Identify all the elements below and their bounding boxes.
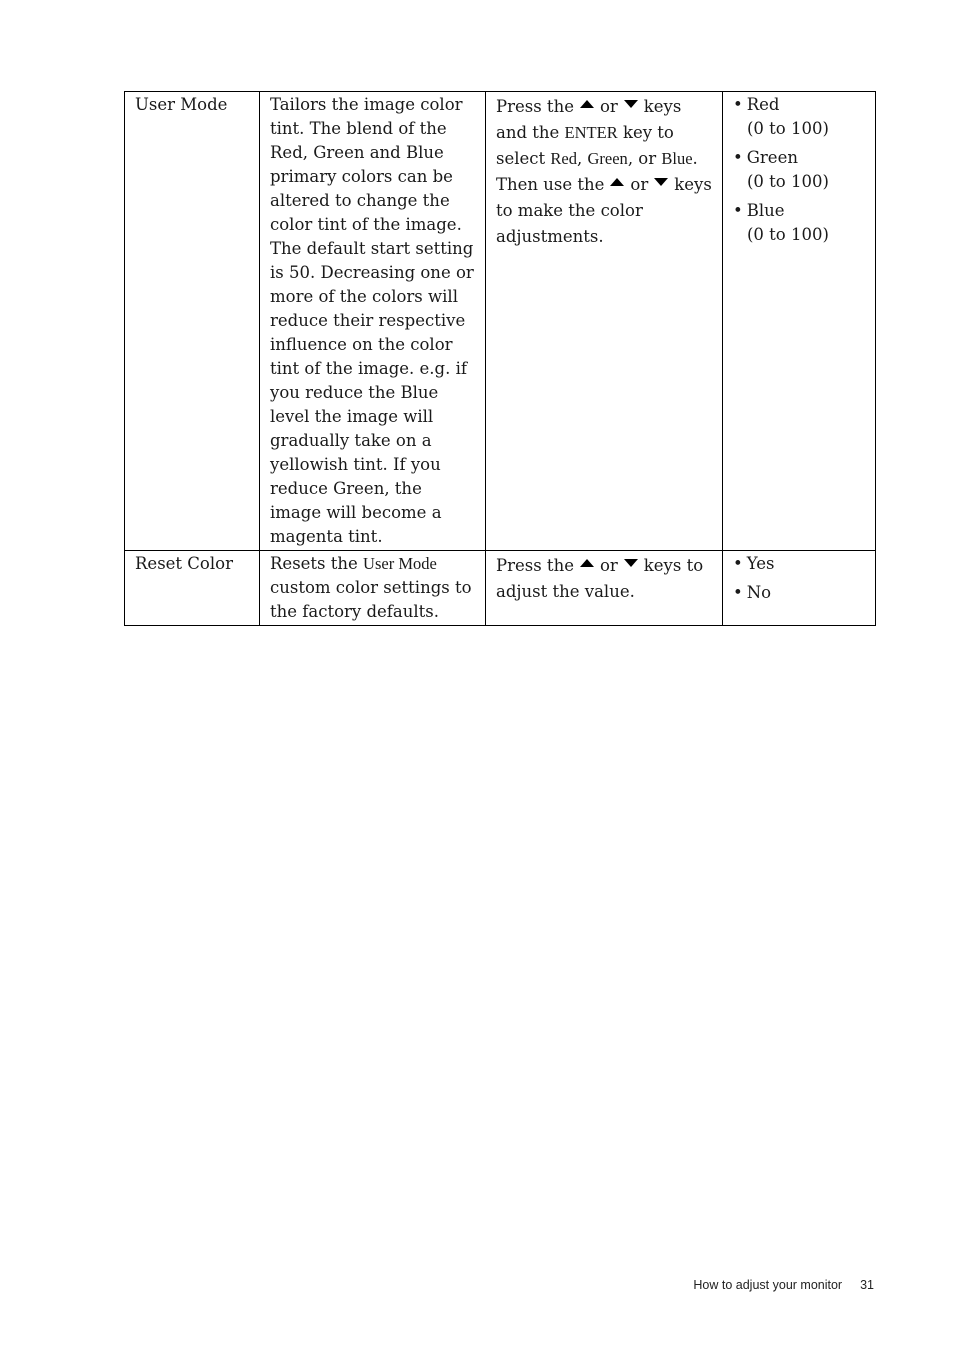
list-item: • Red (0 to 100) <box>733 93 866 141</box>
settings-table <box>124 91 876 626</box>
setting-instruction: Press the or keys to adjust the value. <box>486 551 723 626</box>
green-label: Green <box>587 149 628 168</box>
setting-options <box>723 92 876 551</box>
list-item: • No <box>733 581 866 605</box>
up-arrow-key-icon <box>580 559 594 567</box>
options-list <box>733 552 866 605</box>
setting-description: Tailors the image color tint. The blend of the Red, Green and Blue primary colors can be altered to change the color tint of the image. The default start setting is 50. Decreasing one or more of the colors will reduce their respective influence on the color tint of the image. e.g. if you reduce the Blue level the image will gradually take on a yellowish tint. If you reduce Green, the image will become a magenta tint. <box>260 92 486 551</box>
setting-description: Resets the User Mode custom color settings to the factory defaults. <box>260 551 486 626</box>
down-arrow-key-icon <box>624 100 638 108</box>
up-arrow-key-icon <box>580 100 594 108</box>
blue-label: Blue <box>661 149 693 168</box>
list-item: • Blue (0 to 100) <box>733 199 866 247</box>
down-arrow-key-icon <box>624 559 638 567</box>
table-row <box>125 92 876 551</box>
page-footer <box>693 1278 874 1292</box>
options-list <box>733 93 866 247</box>
setting-name: User Mode <box>125 92 260 551</box>
user-mode-label: User Mode <box>363 554 437 573</box>
setting-instruction: Press the or keys and the ENTER key to select Red, Green, or Blue. Then use the or keys to make the color adjustments. <box>486 92 723 551</box>
page-number: 31 <box>860 1278 874 1292</box>
red-label: Red <box>550 149 577 168</box>
enter-key-label: ENTER <box>564 123 618 142</box>
list-item: • Green (0 to 100) <box>733 146 866 194</box>
list-item: • Yes <box>733 552 866 576</box>
down-arrow-key-icon <box>654 178 668 186</box>
table-row <box>125 551 876 626</box>
setting-name: Reset Color <box>125 551 260 626</box>
up-arrow-key-icon <box>610 178 624 186</box>
footer-section-title: How to adjust your monitor <box>693 1278 843 1292</box>
setting-options <box>723 551 876 626</box>
